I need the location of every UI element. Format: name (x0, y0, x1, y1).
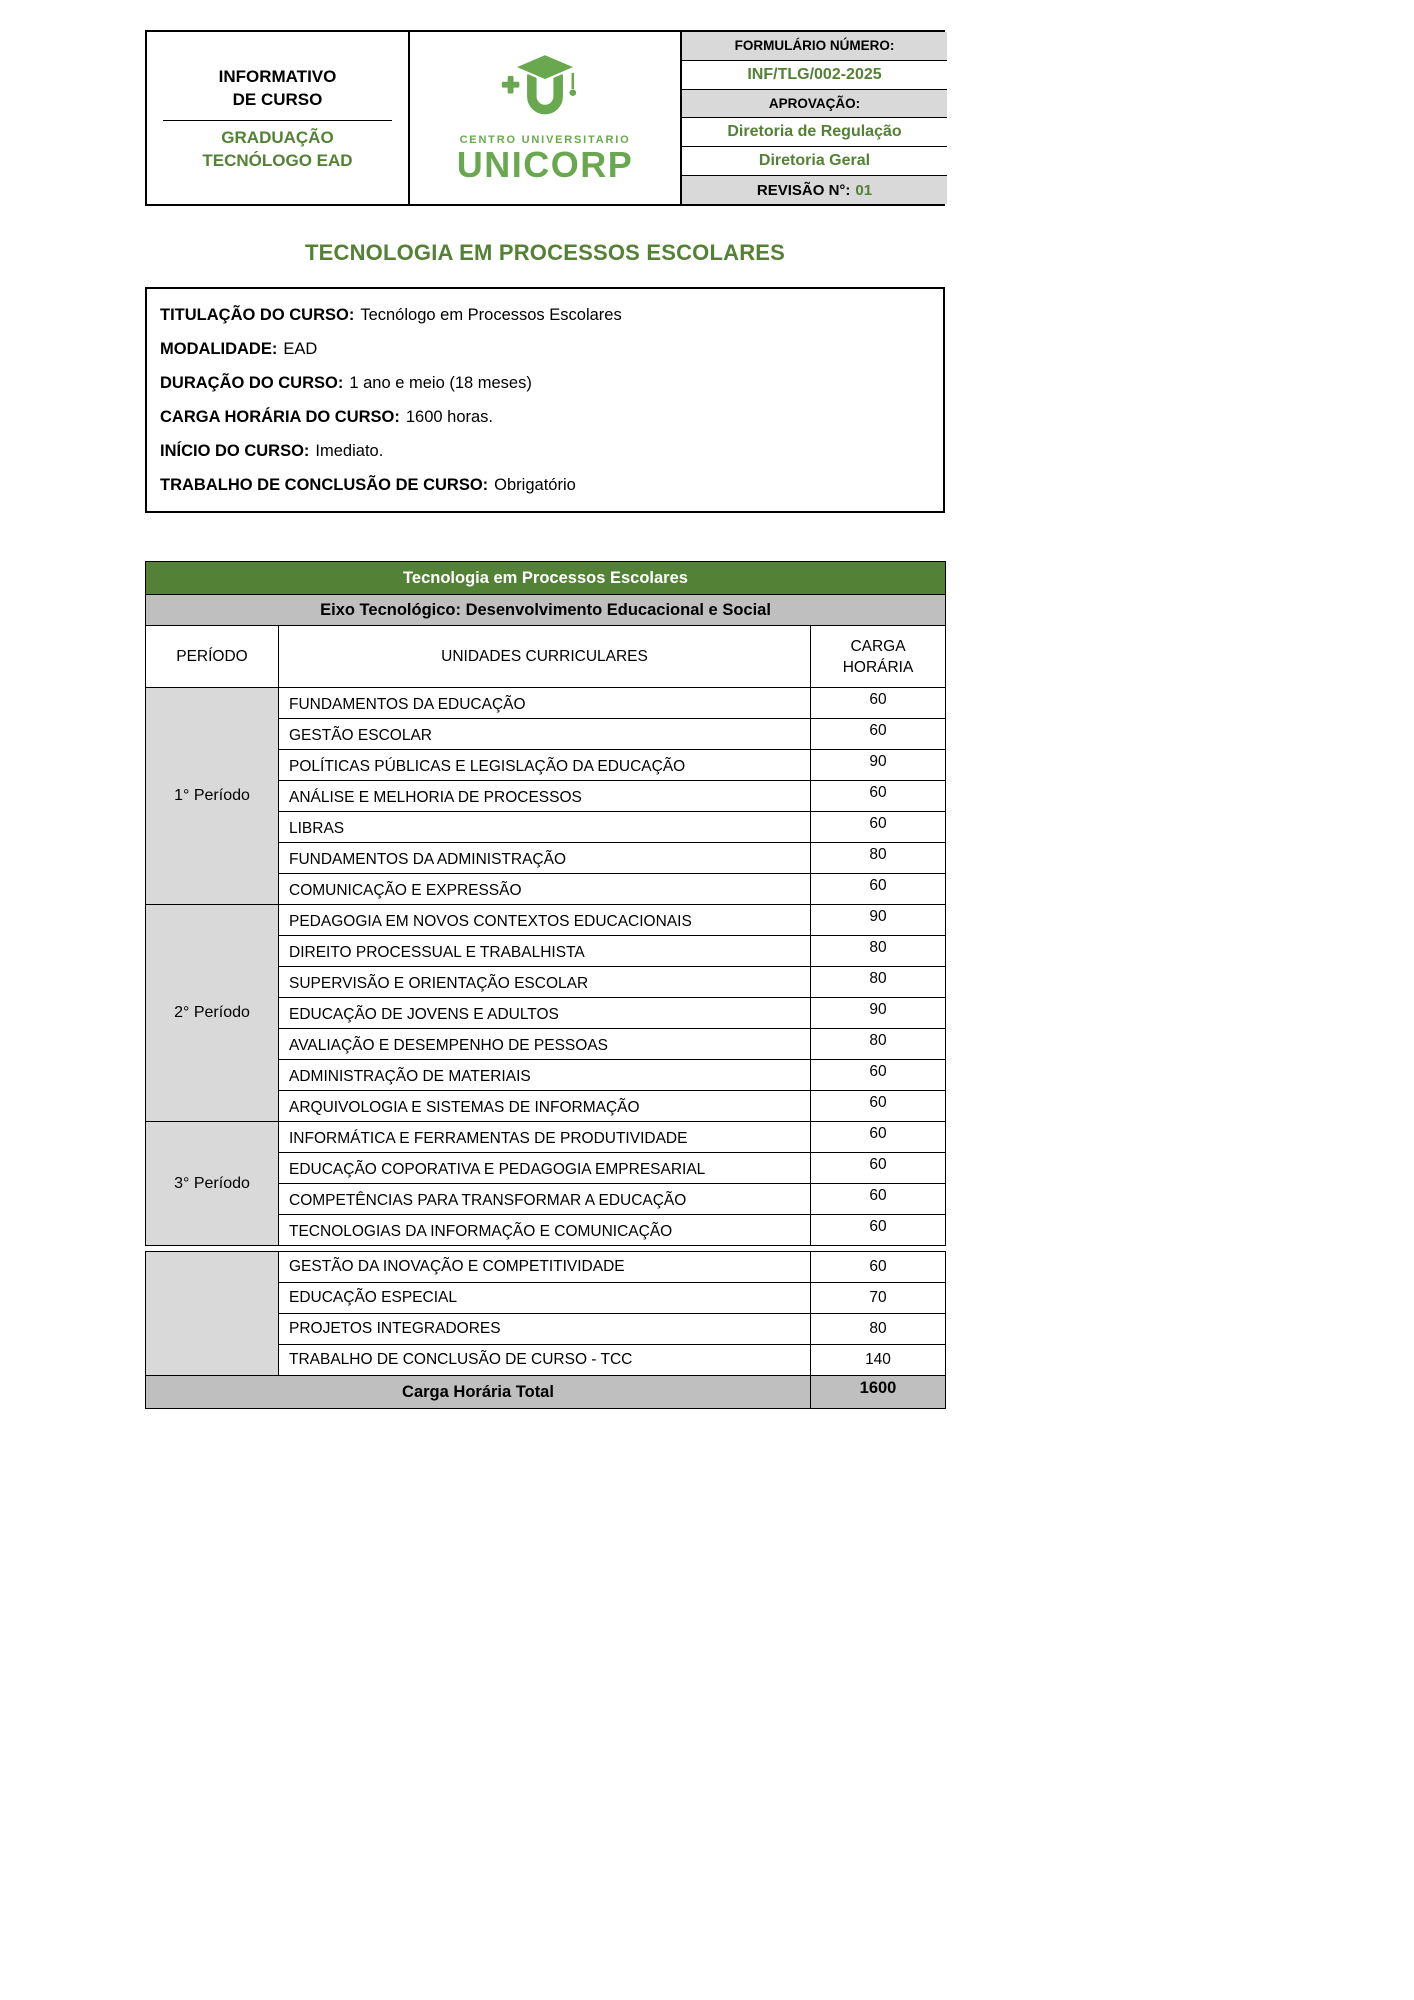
form-number-value: INF/TLG/002-2025 (682, 61, 947, 90)
info-label: DURAÇÃO DO CURSO: (160, 374, 344, 392)
course-hours-cell: 60 (811, 812, 946, 843)
table-eixo-row (146, 595, 946, 626)
info-label: INÍCIO DO CURSO: (160, 442, 310, 460)
page-title: TECNOLOGIA EM PROCESSOS ESCOLARES (304, 240, 786, 265)
course-name-cell: PEDAGOGIA EM NOVOS CONTEXTOS EDUCACIONAIS (279, 905, 811, 936)
course-hours-cell: 90 (811, 998, 946, 1029)
course-info-box (145, 287, 945, 513)
course-hours-cell: 140 (811, 1345, 946, 1376)
course-row (146, 1122, 946, 1153)
course-name-cell: AVALIAÇÃO E DESEMPENHO DE PESSOAS (279, 1029, 811, 1060)
curriculum-table-final (145, 1251, 946, 1409)
course-name-cell: COMUNICAÇÃO E EXPRESSÃO (279, 874, 811, 905)
header-title-line2: DE CURSO (232, 89, 323, 109)
course-name-cell: EDUCAÇÃO DE JOVENS E ADULTOS (279, 998, 811, 1029)
course-name-cell: TECNOLOGIAS DA INFORMAÇÃO E COMUNICAÇÃO (279, 1215, 811, 1246)
col-header-periodo: PERÍODO (146, 626, 279, 688)
header-subtitle-line2: TECNÓLOGO EAD (202, 150, 353, 170)
revision-value: 01 (855, 181, 873, 199)
info-line-titulacao (160, 298, 930, 332)
info-value: 1600 horas. (405, 408, 494, 426)
info-value: Imediato. (315, 442, 384, 460)
course-hours-cell: 60 (811, 1153, 946, 1184)
form-number-label: FORMULÁRIO NÚMERO: (682, 32, 947, 61)
info-value: Tecnólogo em Processos Escolares (360, 306, 622, 324)
period-cell-2: 2° Período (146, 905, 279, 1122)
course-hours-cell: 60 (811, 874, 946, 905)
approval-value-2: Diretoria Geral (682, 147, 947, 176)
course-hours-cell: 60 (811, 1215, 946, 1246)
table-column-headers (146, 626, 946, 688)
table-title: Tecnologia em Processos Escolares (146, 562, 946, 595)
course-hours-cell: 60 (811, 781, 946, 812)
info-value: 1 ano e meio (18 meses) (349, 374, 532, 392)
info-label: TITULAÇÃO DO CURSO: (160, 306, 355, 324)
info-line-inicio (160, 434, 930, 468)
col-header-carga: CARGA HORÁRIA (811, 626, 946, 688)
form-header (145, 30, 945, 206)
info-label: TRABALHO DE CONCLUSÃO DE CURSO: (160, 476, 489, 494)
course-name-cell: EDUCAÇÃO ESPECIAL (279, 1283, 811, 1314)
course-name-cell: SUPERVISÃO E ORIENTAÇÃO ESCOLAR (279, 967, 811, 998)
course-row (146, 905, 946, 936)
course-hours-cell: 80 (811, 1029, 946, 1060)
unicorp-logo-icon (486, 51, 604, 133)
period-cell-3: 3° Período (146, 1122, 279, 1246)
info-label: CARGA HORÁRIA DO CURSO: (160, 408, 400, 426)
approval-value-1: Diretoria de Regulação (682, 118, 947, 147)
course-hours-cell: 60 (811, 1252, 946, 1283)
logo-org-text: CENTRO UNIVERSITARIO (459, 134, 631, 146)
course-name-cell: ADMINISTRAÇÃO DE MATERIAIS (279, 1060, 811, 1091)
header-course-type-cell (147, 32, 410, 204)
course-hours-cell: 60 (811, 1091, 946, 1122)
form-meta-cell (682, 32, 947, 204)
info-line-tcc (160, 468, 930, 502)
header-title-line1: INFORMATIVO (218, 66, 337, 86)
header-subtitle-line1: GRADUAÇÃO (221, 127, 334, 147)
revision-label: REVISÃO N°: (756, 181, 851, 199)
course-name-cell: ARQUIVOLOGIA E SISTEMAS DE INFORMAÇÃO (279, 1091, 811, 1122)
total-label: Carga Horária Total (146, 1376, 811, 1409)
course-hours-cell: 90 (811, 905, 946, 936)
period-cell-4 (146, 1252, 279, 1376)
course-name-cell: ANÁLISE E MELHORIA DE PROCESSOS (279, 781, 811, 812)
course-hours-cell: 70 (811, 1283, 946, 1314)
course-name-cell: TRABALHO DE CONCLUSÃO DE CURSO - TCC (279, 1345, 811, 1376)
revision-row (682, 176, 947, 204)
info-value: Obrigatório (494, 476, 576, 494)
period-cell-1: 1° Período (146, 688, 279, 905)
col-header-unidades: UNIDADES CURRICULARES (279, 626, 811, 688)
total-row (146, 1376, 946, 1409)
curriculum-table (145, 561, 946, 1246)
course-name-cell: INFORMÁTICA E FERRAMENTAS DE PRODUTIVIDADE (279, 1122, 811, 1153)
table-title-row (146, 562, 946, 595)
course-name-cell: LIBRAS (279, 812, 811, 843)
course-hours-cell: 60 (811, 1060, 946, 1091)
info-label: MODALIDADE: (160, 340, 278, 358)
course-hours-cell: 80 (811, 967, 946, 998)
approval-label: APROVAÇÃO: (682, 90, 947, 119)
course-hours-cell: 80 (811, 936, 946, 967)
info-line-carga-horaria (160, 400, 930, 434)
course-name-cell: FUNDAMENTOS DA EDUCAÇÃO (279, 688, 811, 719)
info-value: EAD (283, 340, 318, 358)
logo-name-text: UNICORP (456, 144, 634, 185)
course-hours-cell: 80 (811, 843, 946, 874)
info-line-modalidade (160, 332, 930, 366)
course-name-cell: DIREITO PROCESSUAL E TRABALHISTA (279, 936, 811, 967)
course-name-cell: PROJETOS INTEGRADORES (279, 1314, 811, 1345)
course-hours-cell: 60 (811, 688, 946, 719)
course-name-cell: EDUCAÇÃO COPORATIVA E PEDAGOGIA EMPRESARIAL (279, 1153, 811, 1184)
total-value: 1600 (811, 1376, 946, 1409)
course-name-cell: POLÍTICAS PÚBLICAS E LEGISLAÇÃO DA EDUCAÇÃO (279, 750, 811, 781)
course-name-cell: GESTÃO DA INOVAÇÃO E COMPETITIVIDADE (279, 1252, 811, 1283)
course-row (146, 688, 946, 719)
header-divider-line (163, 120, 392, 121)
course-hours-cell: 60 (811, 1184, 946, 1215)
course-hours-cell: 90 (811, 750, 946, 781)
course-hours-cell: 60 (811, 1122, 946, 1153)
course-hours-cell: 80 (811, 1314, 946, 1345)
course-name-cell: FUNDAMENTOS DA ADMINISTRAÇÃO (279, 843, 811, 874)
table-eixo: Eixo Tecnológico: Desenvolvimento Educacional e Social (146, 595, 946, 626)
course-hours-cell: 60 (811, 719, 946, 750)
course-name-cell: GESTÃO ESCOLAR (279, 719, 811, 750)
info-line-duracao (160, 366, 930, 400)
logo-cell (410, 32, 682, 204)
course-name-cell: COMPETÊNCIAS PARA TRANSFORMAR A EDUCAÇÃO (279, 1184, 811, 1215)
course-row (146, 1252, 946, 1283)
document-page (145, 30, 945, 1409)
